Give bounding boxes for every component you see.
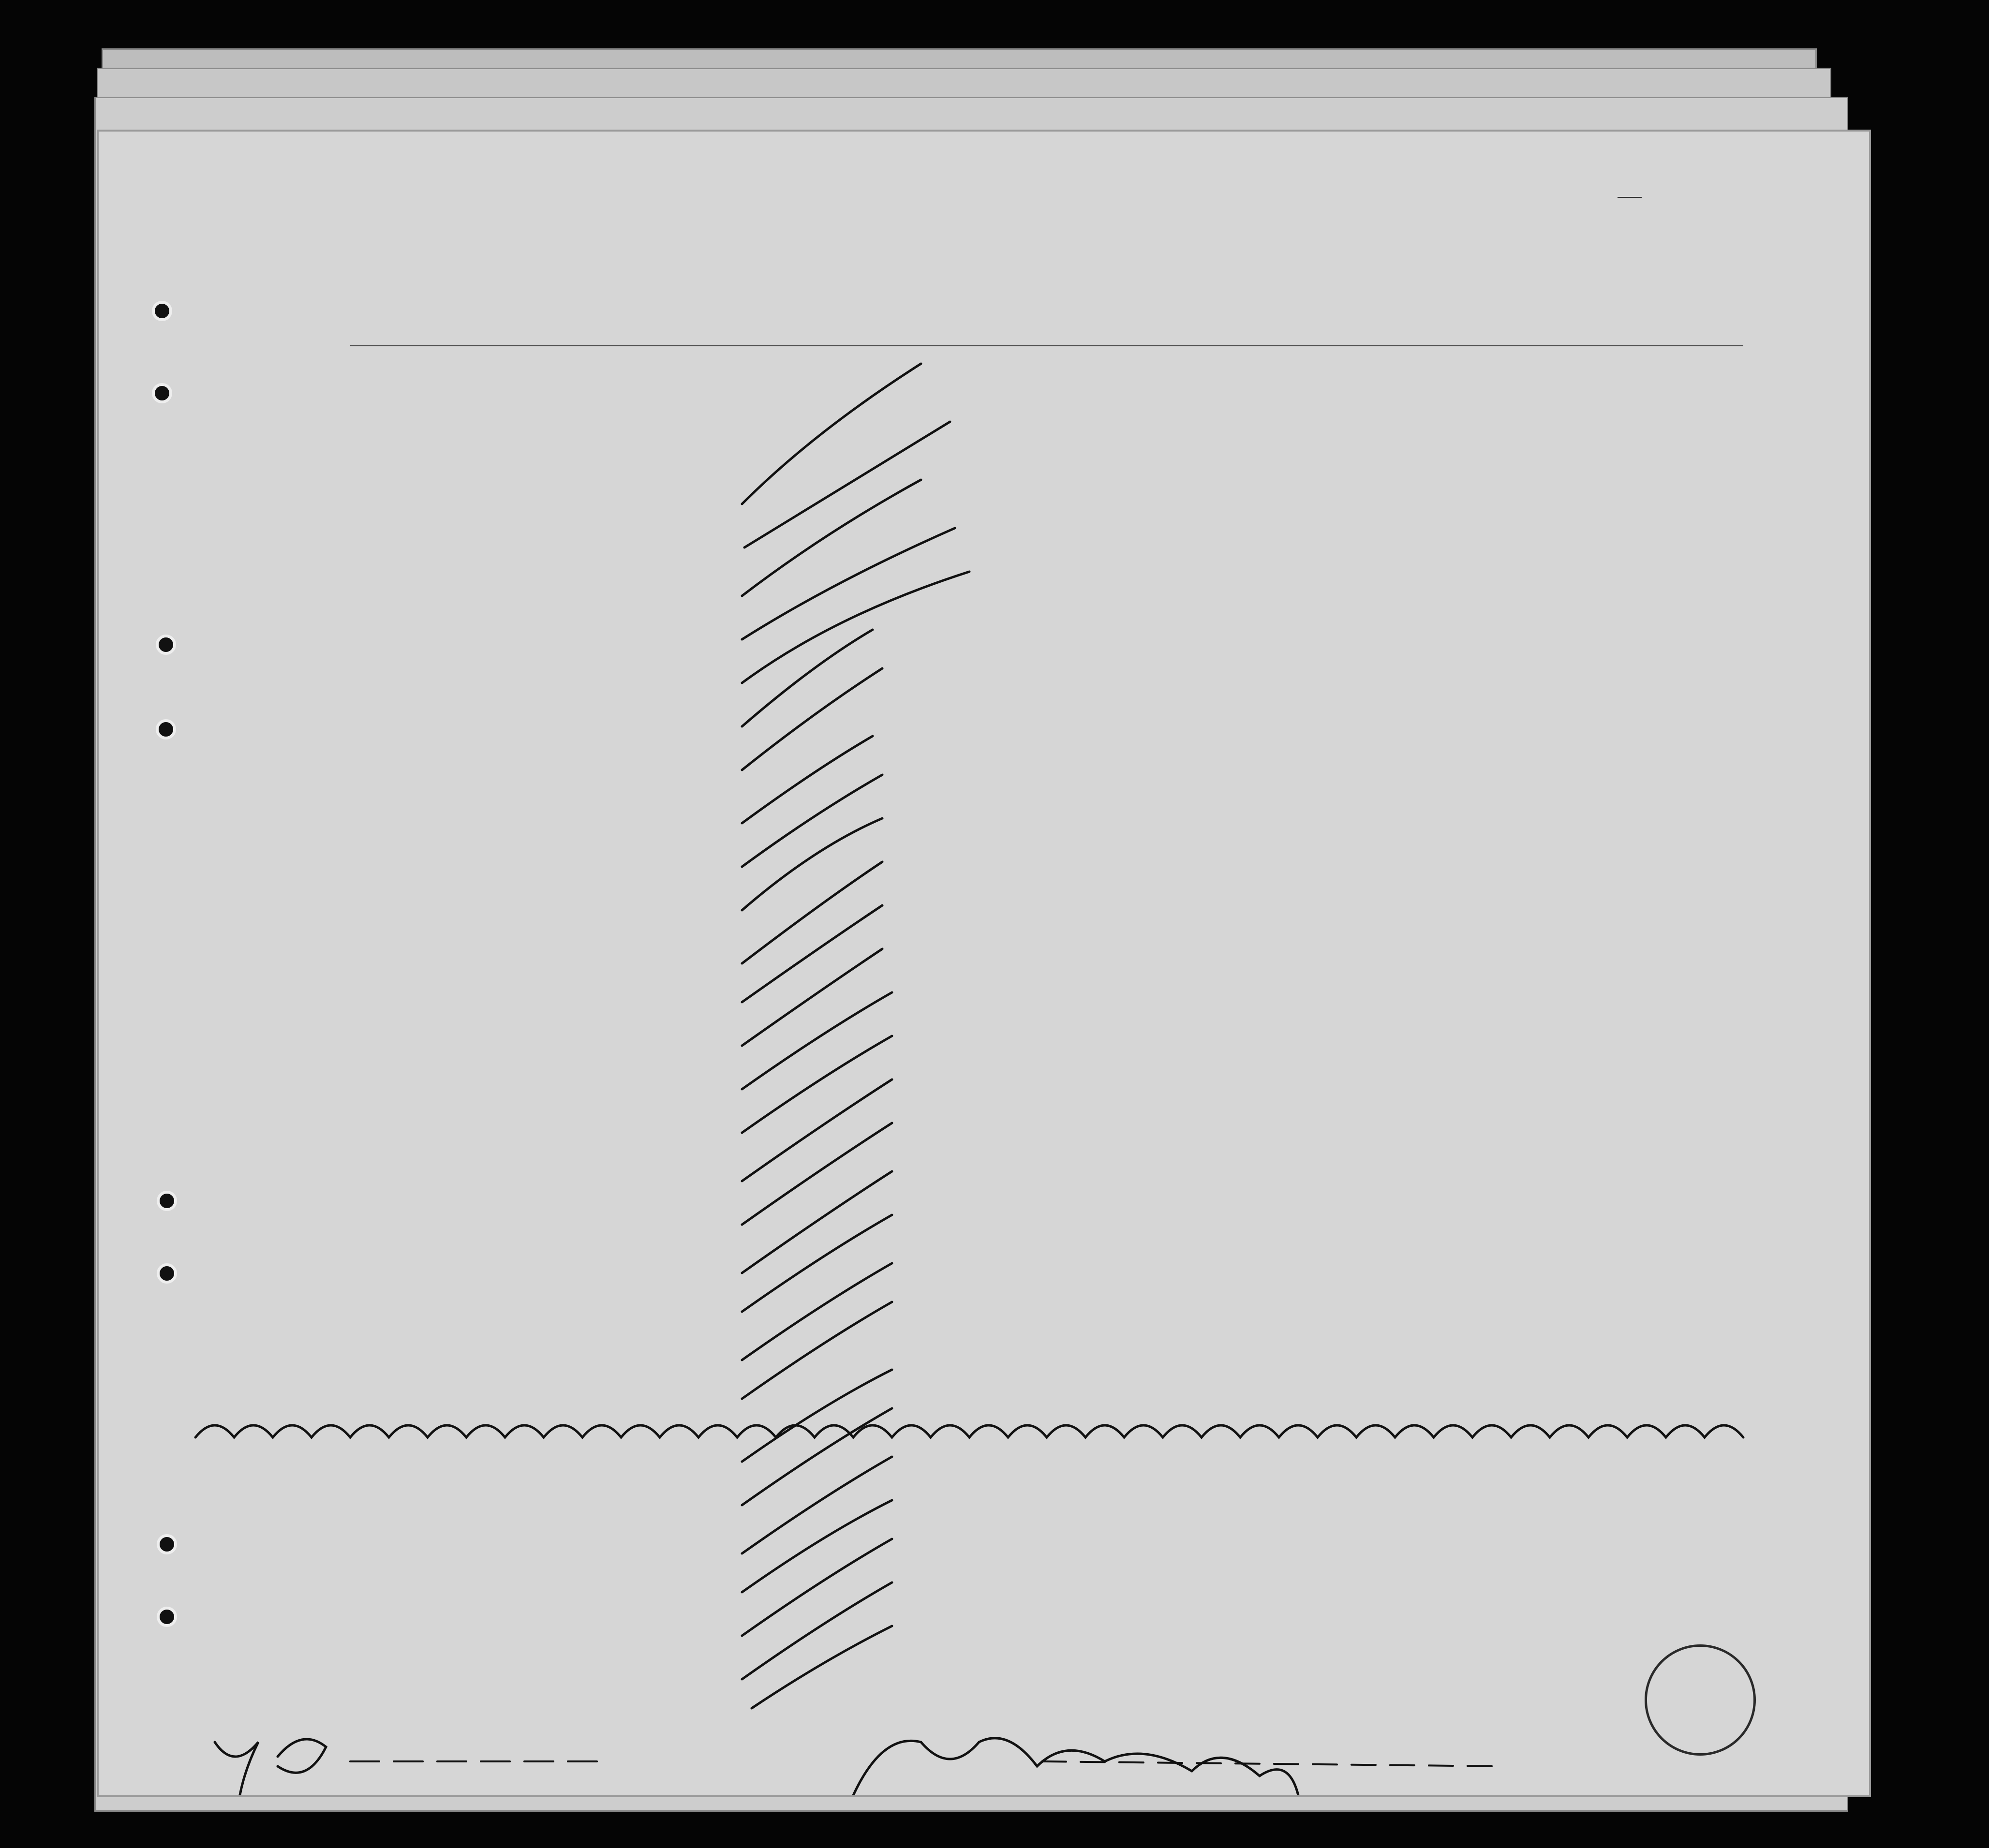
shipping-office-stamp [1645,1644,1756,1756]
manifest-sheet [97,130,1871,1797]
table-grid [99,132,1869,1795]
